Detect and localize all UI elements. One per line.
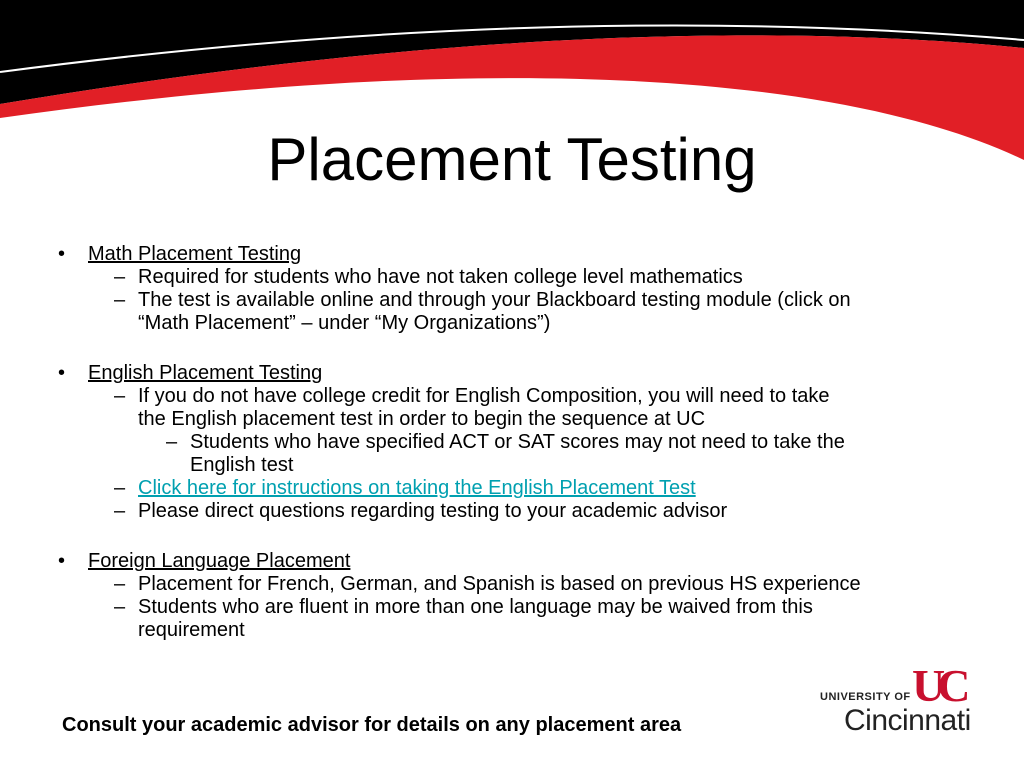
- english-item-1-line1: If you do not have college credit for English Composition, you will need to take: [138, 385, 830, 407]
- foreign-language-heading: Foreign Language Placement: [88, 550, 351, 572]
- logo-university-of: UNIVERSITY OF: [820, 691, 911, 703]
- bullet-foreign-language: [58, 550, 978, 573]
- slide-body: [58, 243, 978, 642]
- math-item-1-text: Required for students who have not taken college level mathematics: [138, 266, 743, 288]
- dash-marker: –: [114, 289, 126, 311]
- footer-note: Consult your academic advisor for details on any placement area: [62, 714, 682, 736]
- english-instructions-link[interactable]: Click here for instructions on taking the English Placement Test: [138, 477, 696, 499]
- bullet-dot: •: [58, 550, 66, 572]
- dash-marker: –: [114, 573, 126, 595]
- dash-marker: –: [114, 266, 126, 288]
- dash-marker: –: [114, 477, 126, 499]
- math-item-2: [58, 289, 978, 335]
- english-subitem-1-line1: Students who have specified ACT or SAT scores may not need to take the: [190, 431, 845, 453]
- english-item-3-text: Please direct questions regarding testing to your academic advisor: [138, 500, 728, 522]
- dash-marker: –: [114, 500, 126, 522]
- bullet-english: [58, 362, 978, 385]
- math-item-1: [58, 266, 978, 289]
- english-item-1-line2: the English placement test in order to begin the sequence at UC: [138, 408, 706, 430]
- logo-cincinnati: Cincinnati: [844, 704, 971, 737]
- english-item-1: [58, 385, 978, 431]
- english-item-3: [58, 500, 978, 523]
- foreign-item-1-text: Placement for French, German, and Spanish is based on previous HS experience: [138, 573, 861, 595]
- dash-marker: –: [114, 596, 126, 618]
- math-heading: Math Placement Testing: [88, 243, 302, 265]
- dash-marker: –: [114, 385, 126, 407]
- english-heading: English Placement Testing: [88, 362, 323, 384]
- university-of-cincinnati-logo: [820, 660, 980, 740]
- english-subitem-1-line2: English test: [190, 454, 294, 476]
- foreign-item-1: [58, 573, 978, 596]
- bullet-dot: •: [58, 243, 66, 265]
- english-subitem-1: [58, 431, 978, 477]
- uc-monogram: UC: [912, 660, 963, 711]
- math-item-2-text-line2: “Math Placement” – under “My Organizations”): [138, 312, 551, 334]
- foreign-item-2: [58, 596, 978, 642]
- foreign-item-2-line2: requirement: [138, 619, 245, 641]
- foreign-item-2-line1: Students who are fluent in more than one language may be waived from this: [138, 596, 813, 618]
- slide-title: Placement Testing: [267, 126, 757, 193]
- bullet-math: [58, 243, 978, 266]
- math-item-2-text-line1: The test is available online and through your Blackboard testing module (click on: [138, 289, 851, 311]
- bullet-dot: •: [58, 362, 66, 384]
- english-item-2: [58, 477, 978, 500]
- dash-marker: –: [166, 431, 178, 453]
